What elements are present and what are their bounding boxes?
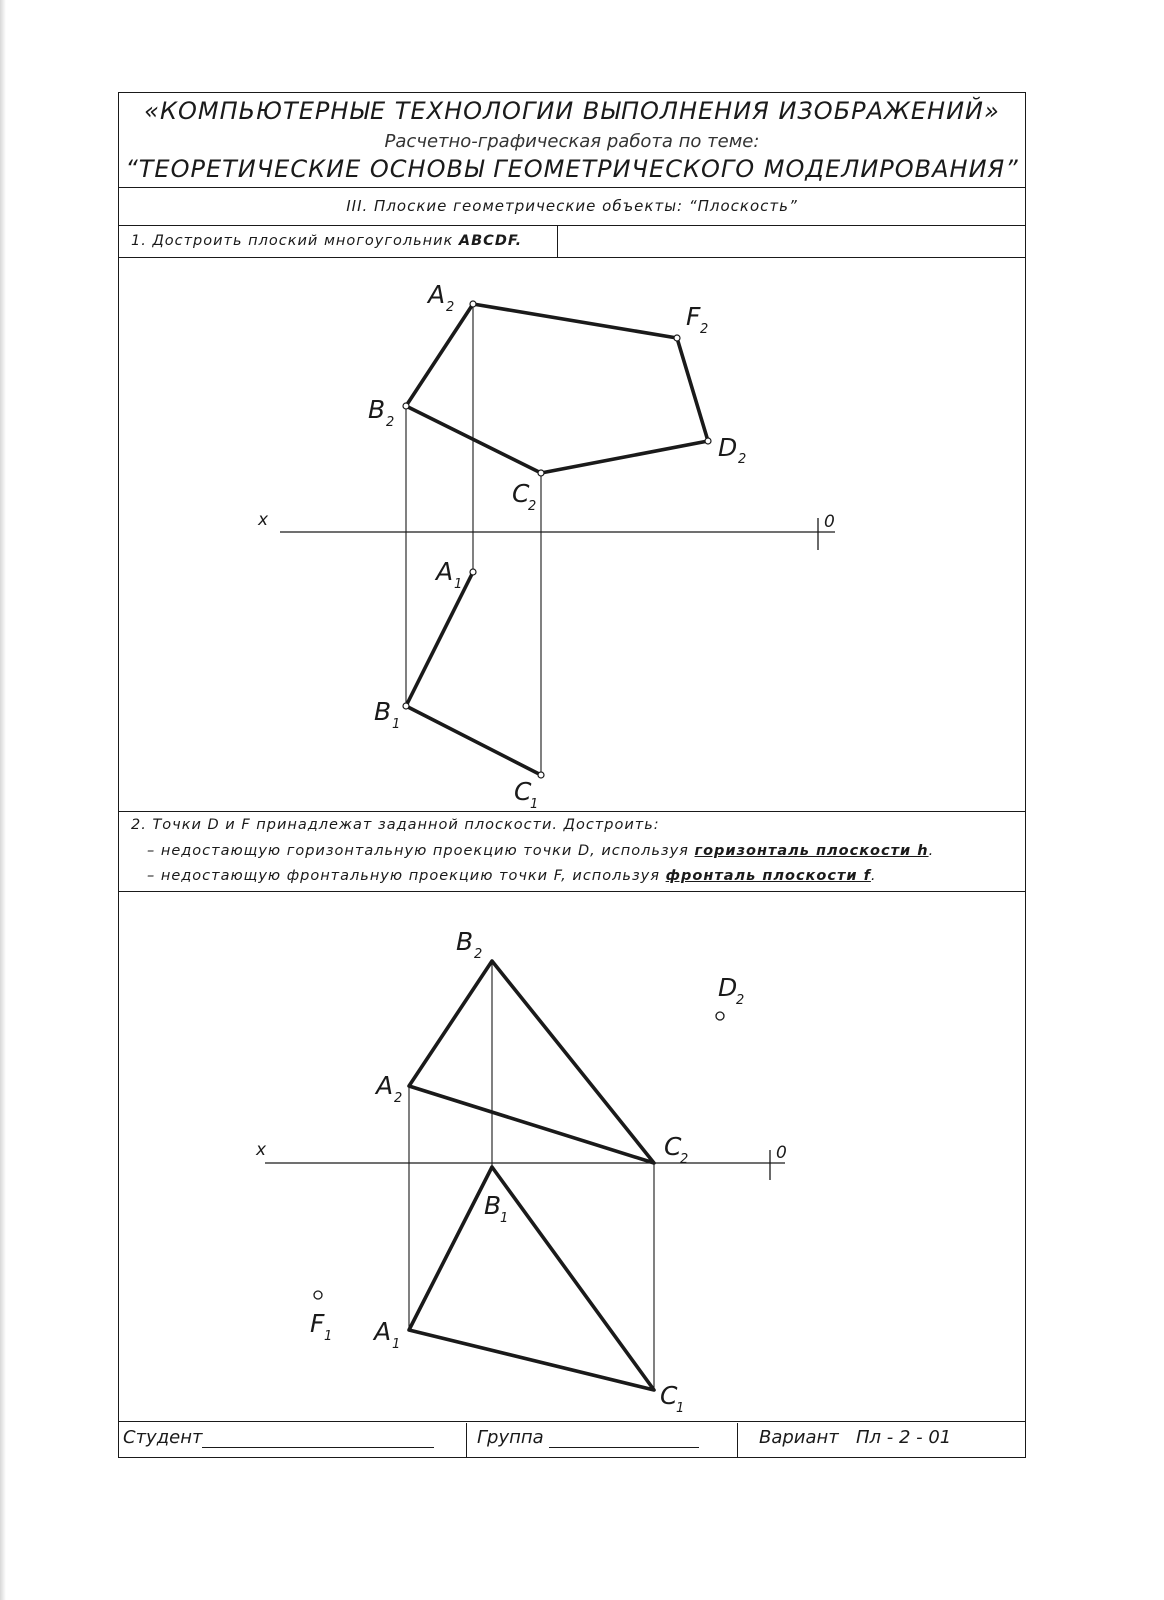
task1-label-f2-sub: 2 bbox=[700, 322, 709, 337]
task1-label-b1-sub: 1 bbox=[392, 717, 401, 732]
task2-line2: – недостающую горизонтальную проекцию точки D, используя горизонталь плоскости h. bbox=[147, 843, 935, 859]
task1-frontal-polygon bbox=[406, 304, 708, 473]
task1-label-a2-sub: 2 bbox=[446, 300, 455, 315]
task1-drawing bbox=[257, 280, 835, 812]
task2-label-b2: B bbox=[456, 927, 474, 956]
task2-drawing bbox=[255, 927, 787, 1416]
task2-horizontal-triangle bbox=[409, 1167, 654, 1390]
work-topic: “ТЕОРЕТИЧЕСКИЕ ОСНОВЫ ГЕОМЕТРИЧЕСКОГО МОДЕЛИРОВАНИЯ” bbox=[125, 155, 1019, 183]
task2-label-c1-sub: 1 bbox=[676, 1401, 685, 1416]
task2-label-c2: C bbox=[664, 1132, 682, 1161]
task2-label-d2: D bbox=[718, 973, 738, 1002]
task1-text: 1. Достроить плоский многоугольник ABCDF. bbox=[131, 233, 523, 249]
task1-label-c1: C bbox=[514, 777, 532, 806]
task1-label-b1: B bbox=[374, 697, 392, 726]
student-field[interactable]: Студент bbox=[123, 1427, 434, 1461]
task2-label-f1: F bbox=[310, 1309, 325, 1338]
task2-line3: – недостающую фронтальную проекцию точки F, используя фронталь плоскости f. bbox=[147, 868, 877, 884]
task2-label-b1-sub: 1 bbox=[500, 1211, 509, 1226]
task2-frontal-triangle bbox=[409, 961, 654, 1163]
task2-label-a2-sub: 2 bbox=[394, 1091, 403, 1106]
task2-label-b2-sub: 2 bbox=[474, 947, 483, 962]
task2-x-label: x bbox=[256, 1140, 267, 1160]
task2-o-label: 0 bbox=[776, 1143, 787, 1163]
task1-label-c2-sub: 2 bbox=[528, 499, 537, 514]
task1-point-c2 bbox=[538, 470, 544, 476]
task1-label-a2: A bbox=[428, 280, 446, 309]
task2-point-f1 bbox=[314, 1291, 322, 1299]
task1-point-c1 bbox=[538, 772, 544, 778]
task1-label-c1-sub: 1 bbox=[530, 797, 539, 812]
task1-point-a1 bbox=[470, 569, 476, 575]
task1-label-c2: C bbox=[512, 479, 530, 508]
task1-label-b2-sub: 2 bbox=[386, 415, 395, 430]
task1-point-b2 bbox=[403, 403, 409, 409]
task1-label-d2: D bbox=[718, 433, 738, 462]
task2-label-c2-sub: 2 bbox=[680, 1152, 689, 1167]
task1-point-d2 bbox=[705, 438, 711, 444]
task2-label-a2: A bbox=[376, 1071, 394, 1100]
task1-label-a1-sub: 1 bbox=[454, 577, 463, 592]
task1-horizontal-polyline bbox=[406, 572, 541, 775]
task1-label-b2: B bbox=[368, 395, 386, 424]
task1-label-d2-sub: 2 bbox=[738, 452, 747, 467]
task2-label-c1: C bbox=[660, 1381, 678, 1410]
variant-field: Вариант Пл - 2 - 01 bbox=[759, 1427, 952, 1448]
task2-label-f1-sub: 1 bbox=[324, 1329, 333, 1344]
work-subtitle: Расчетно-графическая работа по теме: bbox=[384, 131, 760, 152]
task2-line1: 2. Точки D и F принадлежат заданной плоскости. Достроить: bbox=[131, 817, 660, 833]
task1-point-a2 bbox=[470, 301, 476, 307]
task1-point-b1 bbox=[403, 703, 409, 709]
section-title: III. Плоские геометрические объекты: “Плоскость” bbox=[346, 197, 798, 215]
task2-point-d2 bbox=[716, 1012, 724, 1020]
task1-label-f2: F bbox=[686, 302, 701, 331]
task1-label-a1: A bbox=[436, 557, 454, 586]
task2-label-a1: A bbox=[374, 1317, 392, 1346]
task1-o-label: 0 bbox=[824, 512, 835, 532]
task1-x-label: x bbox=[258, 510, 269, 530]
task2-label-a1-sub: 1 bbox=[392, 1337, 401, 1352]
task1-point-f2 bbox=[674, 335, 680, 341]
group-field[interactable]: Группа bbox=[477, 1427, 699, 1461]
task2-label-b1: B bbox=[484, 1191, 502, 1220]
course-title: «КОМПЬЮТЕРНЫЕ ТЕХНОЛОГИИ ВЫПОЛНЕНИЯ ИЗОБРАЖЕНИЙ» bbox=[144, 97, 1000, 125]
task2-label-d2-sub: 2 bbox=[736, 993, 745, 1008]
